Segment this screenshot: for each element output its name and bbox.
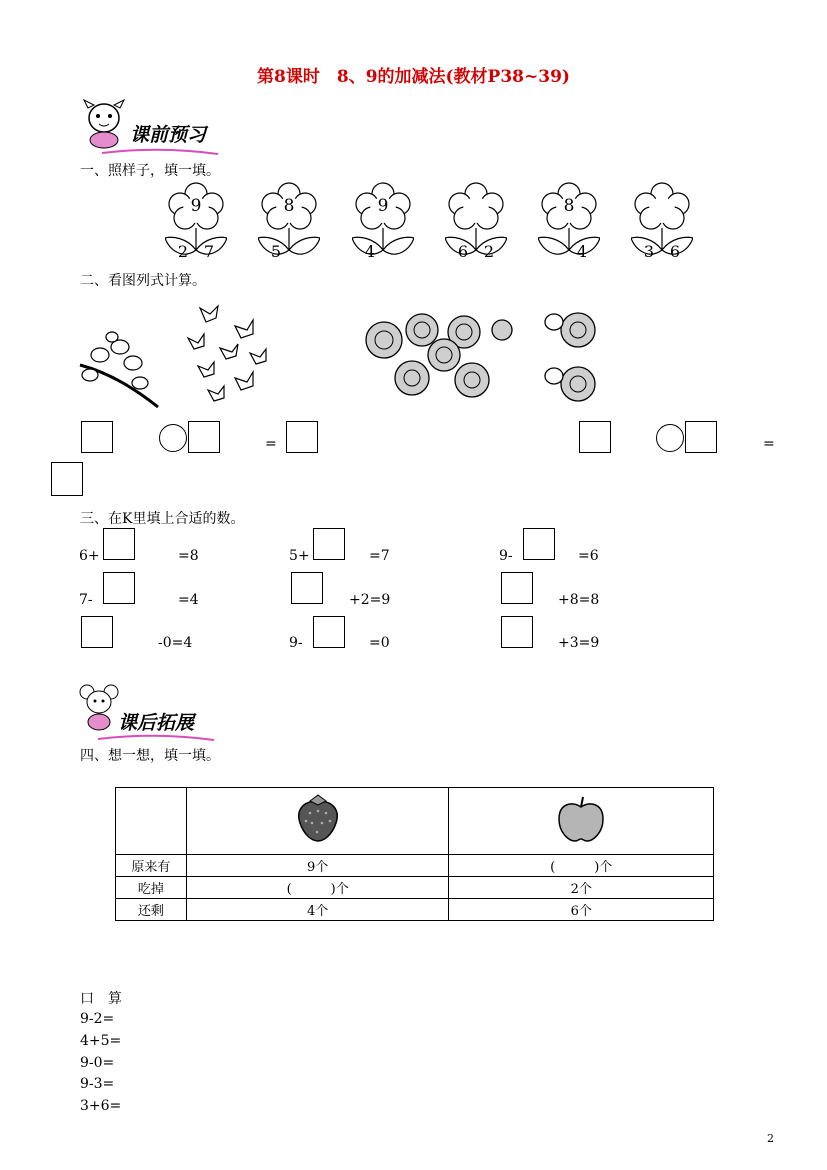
number-flower: [352, 182, 414, 262]
row-label: 原来有: [116, 855, 187, 877]
equation-suffix: +3=9: [558, 635, 600, 651]
answer-box[interactable]: [501, 572, 533, 604]
number-flower: [258, 182, 320, 262]
fruit-table: [115, 787, 714, 921]
apple-value: 6个: [449, 899, 714, 921]
section2-heading: 二、看图列式计算。: [80, 273, 206, 289]
table-corner-cell: [116, 788, 187, 855]
banner-underline: [96, 734, 216, 744]
strawberry-icon: [292, 793, 344, 845]
flower-right-number: 6: [669, 242, 681, 261]
answer-box[interactable]: [51, 462, 83, 496]
row-label: 还剩: [116, 899, 187, 921]
answer-box[interactable]: [103, 572, 135, 604]
flower-right-number: 2: [483, 242, 495, 261]
equation-suffix: =6: [578, 548, 599, 564]
page-title: 第8课时 8、9的加减法(教材P38~39): [257, 67, 570, 87]
answer-box[interactable]: [579, 421, 611, 453]
flower-top-number: 9: [377, 196, 389, 216]
page-number: 2: [767, 1132, 774, 1145]
oral-calc-line: 3+6=: [80, 1098, 122, 1114]
equation-prefix: 7-: [79, 592, 93, 608]
banner-extension: 课后拓展: [118, 712, 195, 734]
banner-preview: 课前预习: [130, 124, 207, 146]
equation-prefix: 6+: [79, 548, 100, 564]
number-flower: [538, 182, 600, 262]
oral-calc-line: 9-0=: [80, 1055, 115, 1071]
birds-on-branch-picture: [78, 325, 162, 411]
answer-box[interactable]: [685, 421, 717, 453]
equals-sign: =: [265, 436, 277, 452]
equation-suffix: +8=8: [558, 592, 600, 608]
flower-top-number: 8: [563, 196, 575, 216]
section1-heading: 一、照样子，填一填。: [80, 163, 220, 179]
equation-prefix: 9-: [289, 635, 303, 651]
equation-suffix: =8: [178, 548, 199, 564]
operator-circle[interactable]: [656, 424, 684, 452]
oral-calc-heading: 口 算: [80, 991, 122, 1007]
equation-suffix: -0=4: [158, 635, 193, 651]
banner-underline: [100, 148, 220, 158]
apple-header-cell: [449, 788, 714, 855]
strawberry-value: 9个: [186, 855, 449, 877]
flower-right-number: 4: [576, 242, 588, 261]
oral-calc-line: 9-3=: [80, 1076, 115, 1092]
strawberry-value: 4个: [186, 899, 449, 921]
mouse-mascot-icon: [78, 682, 120, 732]
flower-left-number: 2: [177, 242, 189, 261]
answer-box[interactable]: [523, 528, 555, 560]
equation-prefix: 9-: [499, 548, 513, 564]
answer-box[interactable]: [313, 616, 345, 648]
flower-left-number: 6: [457, 242, 469, 261]
flying-birds-picture: [180, 298, 280, 408]
answer-box[interactable]: [103, 528, 135, 560]
flower-left-number: 3: [643, 242, 655, 261]
sheep-mascot-icon: [78, 96, 130, 151]
two-snails-picture: [540, 300, 600, 408]
snails-group-picture: [362, 300, 522, 405]
strawberry-value[interactable]: ( )个: [186, 877, 449, 899]
answer-box[interactable]: [501, 616, 533, 648]
flower-top-number: 9: [190, 196, 202, 216]
equation-suffix: =0: [369, 635, 390, 651]
oral-calc-line: 9-2=: [80, 1011, 115, 1027]
answer-box[interactable]: [81, 616, 113, 648]
answer-box[interactable]: [313, 528, 345, 560]
equation-suffix: =7: [369, 548, 390, 564]
answer-box[interactable]: [188, 421, 220, 453]
row-label: 吃掉: [116, 877, 187, 899]
flower-left-number: 5: [270, 242, 282, 261]
apple-value[interactable]: ( )个: [449, 855, 714, 877]
apple-value: 2个: [449, 877, 714, 899]
answer-box[interactable]: [291, 572, 323, 604]
equals-sign: =: [763, 436, 775, 452]
flower-right-number: 7: [203, 242, 215, 261]
strawberry-header-cell: [186, 788, 449, 855]
section3-heading: 三、在K里填上合适的数。: [80, 511, 245, 527]
equation-suffix: +2=9: [349, 592, 391, 608]
flower-top-number: 8: [283, 196, 295, 216]
equation-prefix: 5+: [289, 548, 310, 564]
equation-suffix: =4: [178, 592, 199, 608]
number-flower: [165, 182, 227, 262]
answer-box[interactable]: [81, 421, 113, 453]
number-flower: [631, 182, 693, 262]
oral-calc-line: 4+5=: [80, 1033, 122, 1049]
flower-left-number: 4: [364, 242, 376, 261]
apple-icon: [553, 793, 609, 845]
number-flower: [445, 182, 507, 262]
answer-box[interactable]: [286, 421, 318, 453]
operator-circle[interactable]: [159, 424, 187, 452]
section4-heading: 四、想一想，填一填。: [80, 748, 220, 764]
